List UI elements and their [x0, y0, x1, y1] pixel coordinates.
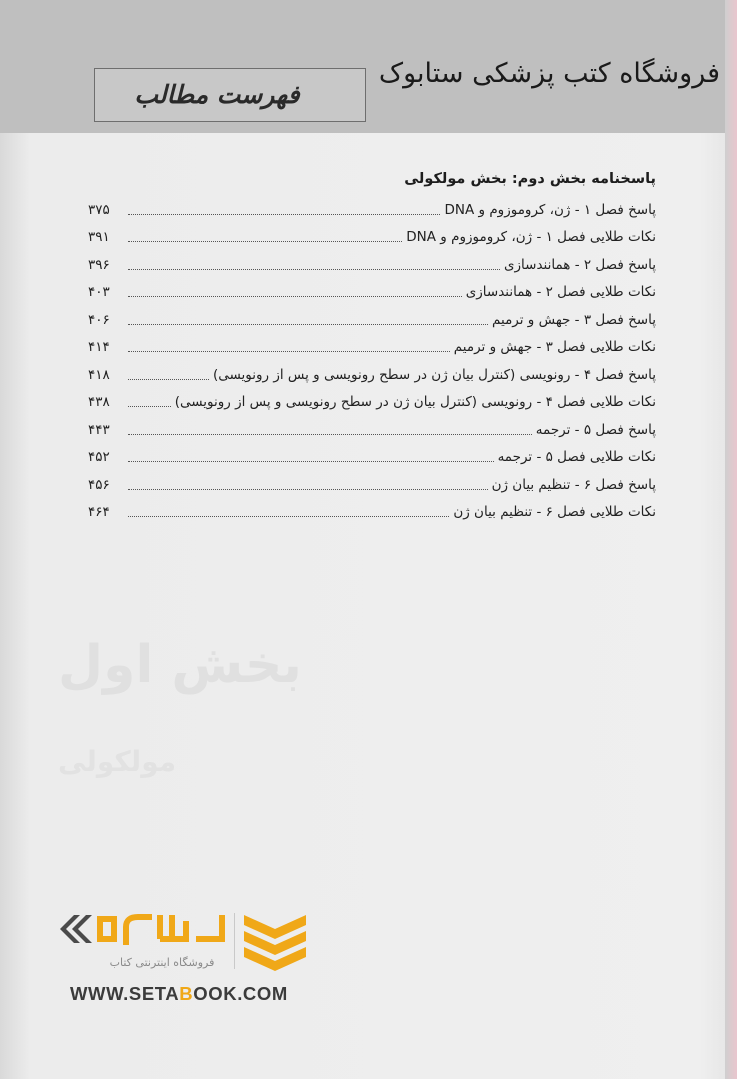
setabook-logo	[56, 905, 316, 980]
toc-entry-title: نکات طلایی فصل ۲ - همانندسازی	[465, 284, 656, 300]
toc-entry-page: ۴۰۳	[88, 284, 110, 300]
dot-leader	[128, 378, 209, 380]
dot-leader	[128, 350, 450, 352]
toc-entry	[88, 275, 660, 303]
book-stack-icon	[240, 909, 310, 973]
toc-entry	[88, 385, 660, 413]
setabook-url	[70, 982, 320, 1006]
dot-leader	[128, 460, 494, 462]
dot-leader	[128, 213, 440, 215]
dot-leader	[128, 433, 532, 435]
toc-entry	[88, 412, 660, 440]
toc-entry-title: پاسخ فصل ۵ - ترجمه	[535, 421, 656, 438]
table-of-contents	[88, 166, 660, 522]
toc-entries	[88, 192, 660, 522]
dot-leader	[128, 268, 500, 270]
toc-entry-title: پاسخ فصل ۱ - ژن، کروموزوم و DNA	[444, 201, 656, 218]
toc-entry	[88, 220, 660, 248]
toc-entry-title: پاسخ فصل ۳ - جهش و ترمیم	[492, 311, 656, 328]
dot-leader	[128, 323, 488, 325]
page-edge	[725, 0, 737, 1079]
dot-leader	[128, 488, 488, 490]
toc-entry-title: نکات طلایی فصل ۱ - ژن، کروموزوم و DNA	[406, 229, 656, 245]
toc-entry-page: ۴۱۸	[88, 366, 110, 383]
url-suffix: OOK.COM	[193, 983, 288, 1004]
toc-entry-page: ۴۵۲	[88, 449, 110, 465]
dot-leader	[128, 405, 171, 407]
toc-entry	[88, 247, 660, 275]
toc-entry-page: ۳۷۵	[88, 201, 110, 218]
toc-entry-page: ۴۳۸	[88, 394, 110, 410]
logo-divider	[234, 913, 235, 969]
toc-entry	[88, 330, 660, 358]
toc-entry	[88, 302, 660, 330]
toc-title: فهرست مطالب	[134, 80, 300, 109]
toc-entry-title: نکات طلایی فصل ۳ - جهش و ترمیم	[453, 339, 656, 355]
dot-leader	[128, 240, 402, 242]
toc-entry	[88, 357, 660, 385]
toc-entry-page: ۴۰۶	[88, 311, 110, 328]
toc-entry-page: ۴۱۴	[88, 339, 110, 355]
toc-entry-page: ۳۹۱	[88, 229, 110, 245]
dot-leader	[128, 295, 462, 297]
toc-entry	[88, 495, 660, 523]
faded-part-heading: بخش اول	[58, 635, 302, 695]
logo-tagline: فروشگاه اینترنتی کتاب	[109, 956, 215, 969]
toc-entry-page: ۴۵۶	[88, 476, 110, 493]
toc-entry-title: پاسخ فصل ۴ - رونویسی (کنترل بیان ژن در سطح رونویسی و پس از رونویسی)	[212, 366, 656, 383]
toc-entry-title: نکات طلایی فصل ۴ - رونویسی (کنترل بیان ژن در سطح رونویسی و پس از رونویسی)	[174, 394, 656, 410]
toc-entry-title: نکات طلایی فصل ۶ - تنظیم بیان ژن	[453, 504, 656, 520]
toc-entry	[88, 192, 660, 220]
toc-entry-title: پاسخ فصل ۲ - همانندسازی	[503, 256, 656, 273]
toc-entry-page: ۴۴۳	[88, 421, 110, 438]
url-prefix: WWW.SETA	[70, 983, 180, 1004]
toc-entry-title: نکات طلایی فصل ۵ - ترجمه	[497, 449, 656, 465]
toc-entry-page: ۳۹۶	[88, 256, 110, 273]
toc-section-heading: پاسخنامه بخش دوم: بخش مولکولی	[404, 171, 656, 187]
toc-entry-title: پاسخ فصل ۶ - تنظیم بیان ژن	[491, 476, 656, 493]
toc-entry	[88, 467, 660, 495]
setabook-wordmark-icon	[56, 905, 226, 953]
store-title: فروشگاه کتب پزشکی ستابوک	[378, 58, 720, 89]
toc-entry	[88, 440, 660, 468]
url-accent: B	[179, 983, 194, 1004]
dot-leader	[128, 515, 449, 517]
faded-part-subheading: مولکولی	[58, 745, 177, 778]
toc-entry-page: ۴۶۴	[88, 504, 110, 520]
